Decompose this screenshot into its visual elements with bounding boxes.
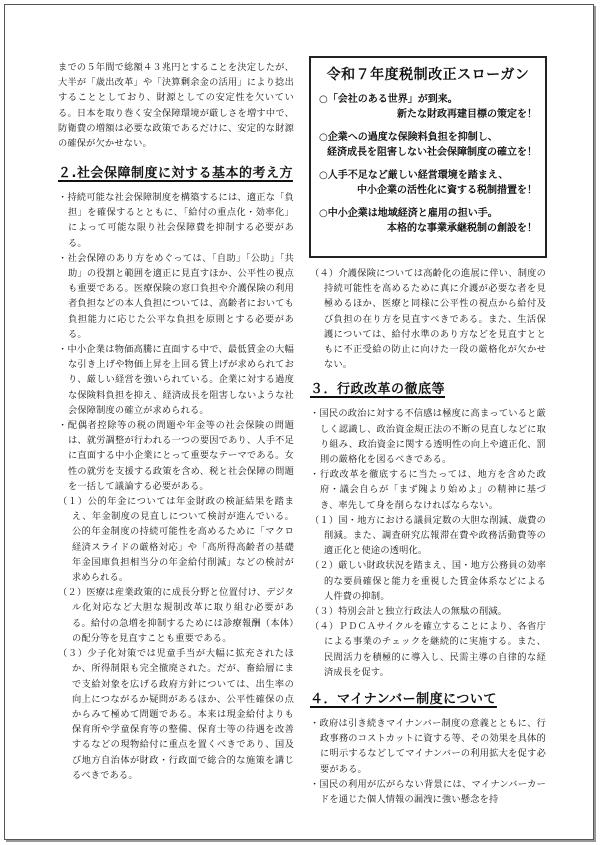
left-column	[58, 60, 294, 151]
sub-item: （１）国・地方における議員定数の大胆な削減、歳費の削減。また、調査研究広報滞在費や政務活動費等の適正化と使途の透明化。	[310, 514, 546, 557]
slogan-line-2: 経済成長を阻害しない社会保障制度の確立を！	[327, 147, 537, 158]
slogan-line-2: 新たな財政再建目標の策定を！	[397, 109, 537, 120]
slogan-box	[309, 56, 547, 258]
sub-item: （３）特別会計と独立行政法人の無駄の削減。	[310, 606, 508, 618]
slogan-line-1: ○企業への過度な保険料負担を抑制し、	[319, 132, 498, 143]
list-item: ・社会保障のあり方をめぐっては、「自助」「公助」「共助」の役割と範囲を適正に見直すほか、公平性の視点も重要である。医療保険の窓口負担や介護保険の利用者負担などの本人負担については、高齢者においても負担能力に応じた公平な負担を原則とする必要がある。	[58, 252, 294, 340]
slogan-line-2: 中小企業の活性化に資する税制措置を！	[357, 185, 537, 196]
right-column	[310, 266, 546, 807]
list-item: ・国民の利用が広がらない背景には、マイナンバーカードを通じた個人情報の漏洩に強い懸念を持	[310, 778, 546, 806]
sub-item: （４）ＰＤＣＡサイクルを確立することにより、各省庁による事業のチェックを継続的に実施する。また、民間活力を積極的に導入し、民需主導の自律的な経済成長を促す。	[310, 621, 546, 678]
list-item: ・中小企業は物価高騰に直面する中で、最低賃金の大幅な引き上げや物価上昇を上回る賃上げが求められており、厳しい経営を強いられている。企業に対する過度な保険料負担を抑え、経済成長を阻害しないような社会保障制度の確立が求められる。	[58, 344, 294, 416]
section-4-heading: ４．マイナンバー制度について	[310, 692, 497, 708]
list-item: ・行政改革を徹底するに当たっては、地方を含めた政府・議会自らが「まず隗より始めよ」の精神に基づき、率先して身を削らなければならない。	[310, 469, 546, 511]
sub-item-3: （３）少子化対策では児童手当が大幅に拡充されたほか、所得制限も完全撤廃された。だが、畜給層にまで支給対象を広げる政府方針については、出生率の向上につながるか疑問があるほか、公平性確保の点からみて極めて問題である。本来は現金給付よりも保育所や学童保育等の整備、保育士等の待遇を改善するなどの現物給付に重点を置くべきであり、国及び地方自治体が財政・行政面で総合的な施策を講じるべきである。	[58, 648, 294, 781]
list-item: ・配偶者控除等の税の問題や年金等の社会保険の問題は、就労調整が行われる一つの要因であり、人手不足に直面する中小企業にとって重要なテーマである。女性の就労を支援する政策を含め、税と社会保障の問題を一括して議論する必要がある。	[58, 420, 294, 492]
slogan-item	[319, 168, 537, 198]
sub-item-4: （４）介護保険については高齢化の進展に伴い、制度の持続可能性を高めるために真に介護が必要な者を見極めるほか、医療と同様に公平性の視点から給付及び負担の在り方を見直すべきである。また、生活保護については、給付水準のあり方などを見直すとともに不正受給の防止に向けた一段の厳格化が欠かせない。	[310, 268, 546, 371]
list-item: ・国民の政治に対する不信感は極度に高まっていると厳しく認識し、政治資金規正法の不断の見直しなどに取り組み、政治資金に関する透明性の向上や適正化、罰則の厳格化を図るべきである。	[310, 408, 546, 466]
slogan-title: 令和７年度税制改正スローガン	[326, 67, 530, 83]
slogan-line-1: ○人手不足など厳しい経営環境を踏まえ、	[319, 170, 509, 181]
sub-item-2: （２）医療は産業政策的に成長分野と位置付け、デジタル化対応など大胆な規制改革に取り組む必要がある。給付の急増を抑制するためには診療報酬（本体）の配分等を見直すことも重要である。	[58, 587, 294, 644]
slogan-line-1: ○「会社のある世界」が到来。	[319, 94, 458, 105]
section-3-heading: ３．行政改革の徹底等	[310, 382, 446, 398]
slogan-line-1: ○中小企業は地域経済と雇用の担い手。	[319, 208, 498, 219]
slogan-item	[319, 130, 537, 160]
slogan-item	[319, 92, 537, 122]
left-section-2	[58, 162, 294, 783]
sub-item: （２）厳しい財政状況を踏まえ、国・地方公務員の効率的な要員確保と能力を重視した賃金体系などによる人件費の抑制。	[310, 560, 546, 602]
sub-item-1: （１）公的年金については年金財政の検証結果を踏まえ、年金制度の見直しについて検討が進んでいる。公的年金制度の持続可能性を高めるために「マクロ経済スライドの厳格対応」や「高所得高齢者の基礎年金国庫負担相当分の年金給付削減」などの検討が求められる。	[58, 496, 294, 584]
list-item: ・政府は引き続きマイナンバー制度の意義とともに、行政事務のコストカットに資する等、その効果を具体的に明示するなどしてマイナンバーの利用拡大を促す必要がある。	[310, 718, 546, 775]
list-item: ・持続可能な社会保障制度を構築するには、適正な「負担」を確保するとともに、「給付の重点化・効率化」によって可能な限り社会保障費を抑制する必要がある。	[58, 192, 294, 249]
slogan-item	[319, 206, 537, 236]
slogan-line-2: 本格的な事業承継税制の創設を！	[387, 223, 537, 234]
section-2-heading: ２.社会保障制度に対する基本的考え方	[58, 166, 293, 181]
intro-paragraph: までの５年間で総額４３兆円とすることを決定したが、大半が「歳出改革」や「決算剰余金の活用」により捻出することとしており、財源としての安定性を欠いている。日本を取り巻く安全保障環境が厳しさを増す中で、防衛費の増額は必要な政策であるだけに、安定的な財源の確保が欠かせない。	[58, 62, 294, 150]
